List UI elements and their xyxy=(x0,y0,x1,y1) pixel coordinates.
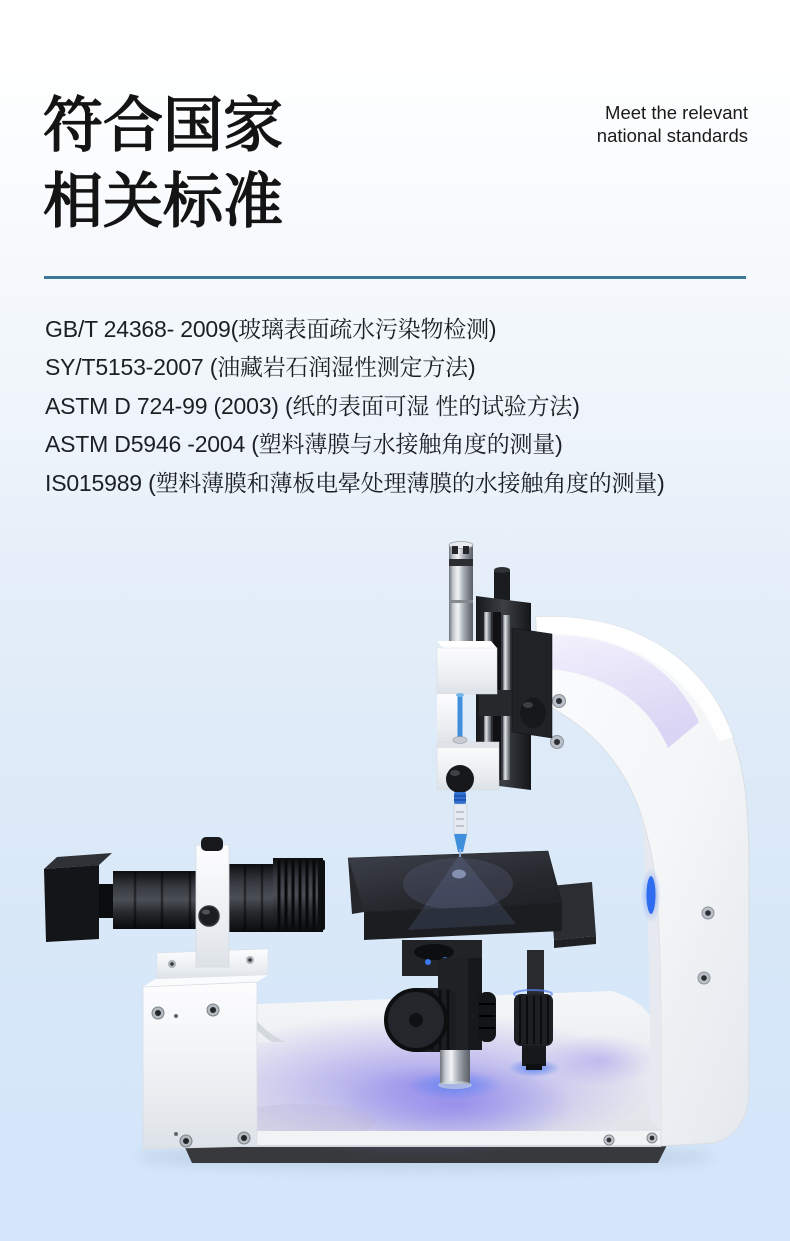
lens-bracket xyxy=(196,837,229,967)
subtitle-english xyxy=(597,101,748,147)
standard-item: ASTM D5946 -2004 (塑料薄膜与水接触角度的测量) xyxy=(45,431,563,458)
fine-wheel xyxy=(478,992,496,1042)
bracket-knob xyxy=(199,906,219,926)
standard-item: ASTM D 724-99 (2003) (纸的表面可湿 性的试验方法) xyxy=(45,392,580,419)
standards-list xyxy=(45,310,665,502)
power-led xyxy=(647,876,656,914)
stage-adjust-knob xyxy=(386,988,456,1052)
title-line-1: 符合国家 xyxy=(43,93,283,159)
plunger-rod xyxy=(458,694,463,738)
page-title xyxy=(43,88,283,240)
title-line-2: 相关标准 xyxy=(43,169,283,235)
standard-item: SY/T5153-2007 (油藏岩石润湿性测定方法) xyxy=(45,354,476,381)
standard-item: GB/T 24368- 2009(玻璃表面疏水污染物检测) xyxy=(45,316,497,342)
focus-knob xyxy=(508,990,560,1077)
divider-line xyxy=(44,276,746,279)
standard-item: IS015989 (塑料薄膜和薄板电晕处理薄膜的水接触角度的测量) xyxy=(45,469,665,496)
rail-knob xyxy=(520,698,546,728)
clamp-ball xyxy=(446,765,474,793)
subtitle-line-2: national standards xyxy=(596,125,748,146)
subtitle-line-1: Meet the relevant xyxy=(605,102,748,123)
